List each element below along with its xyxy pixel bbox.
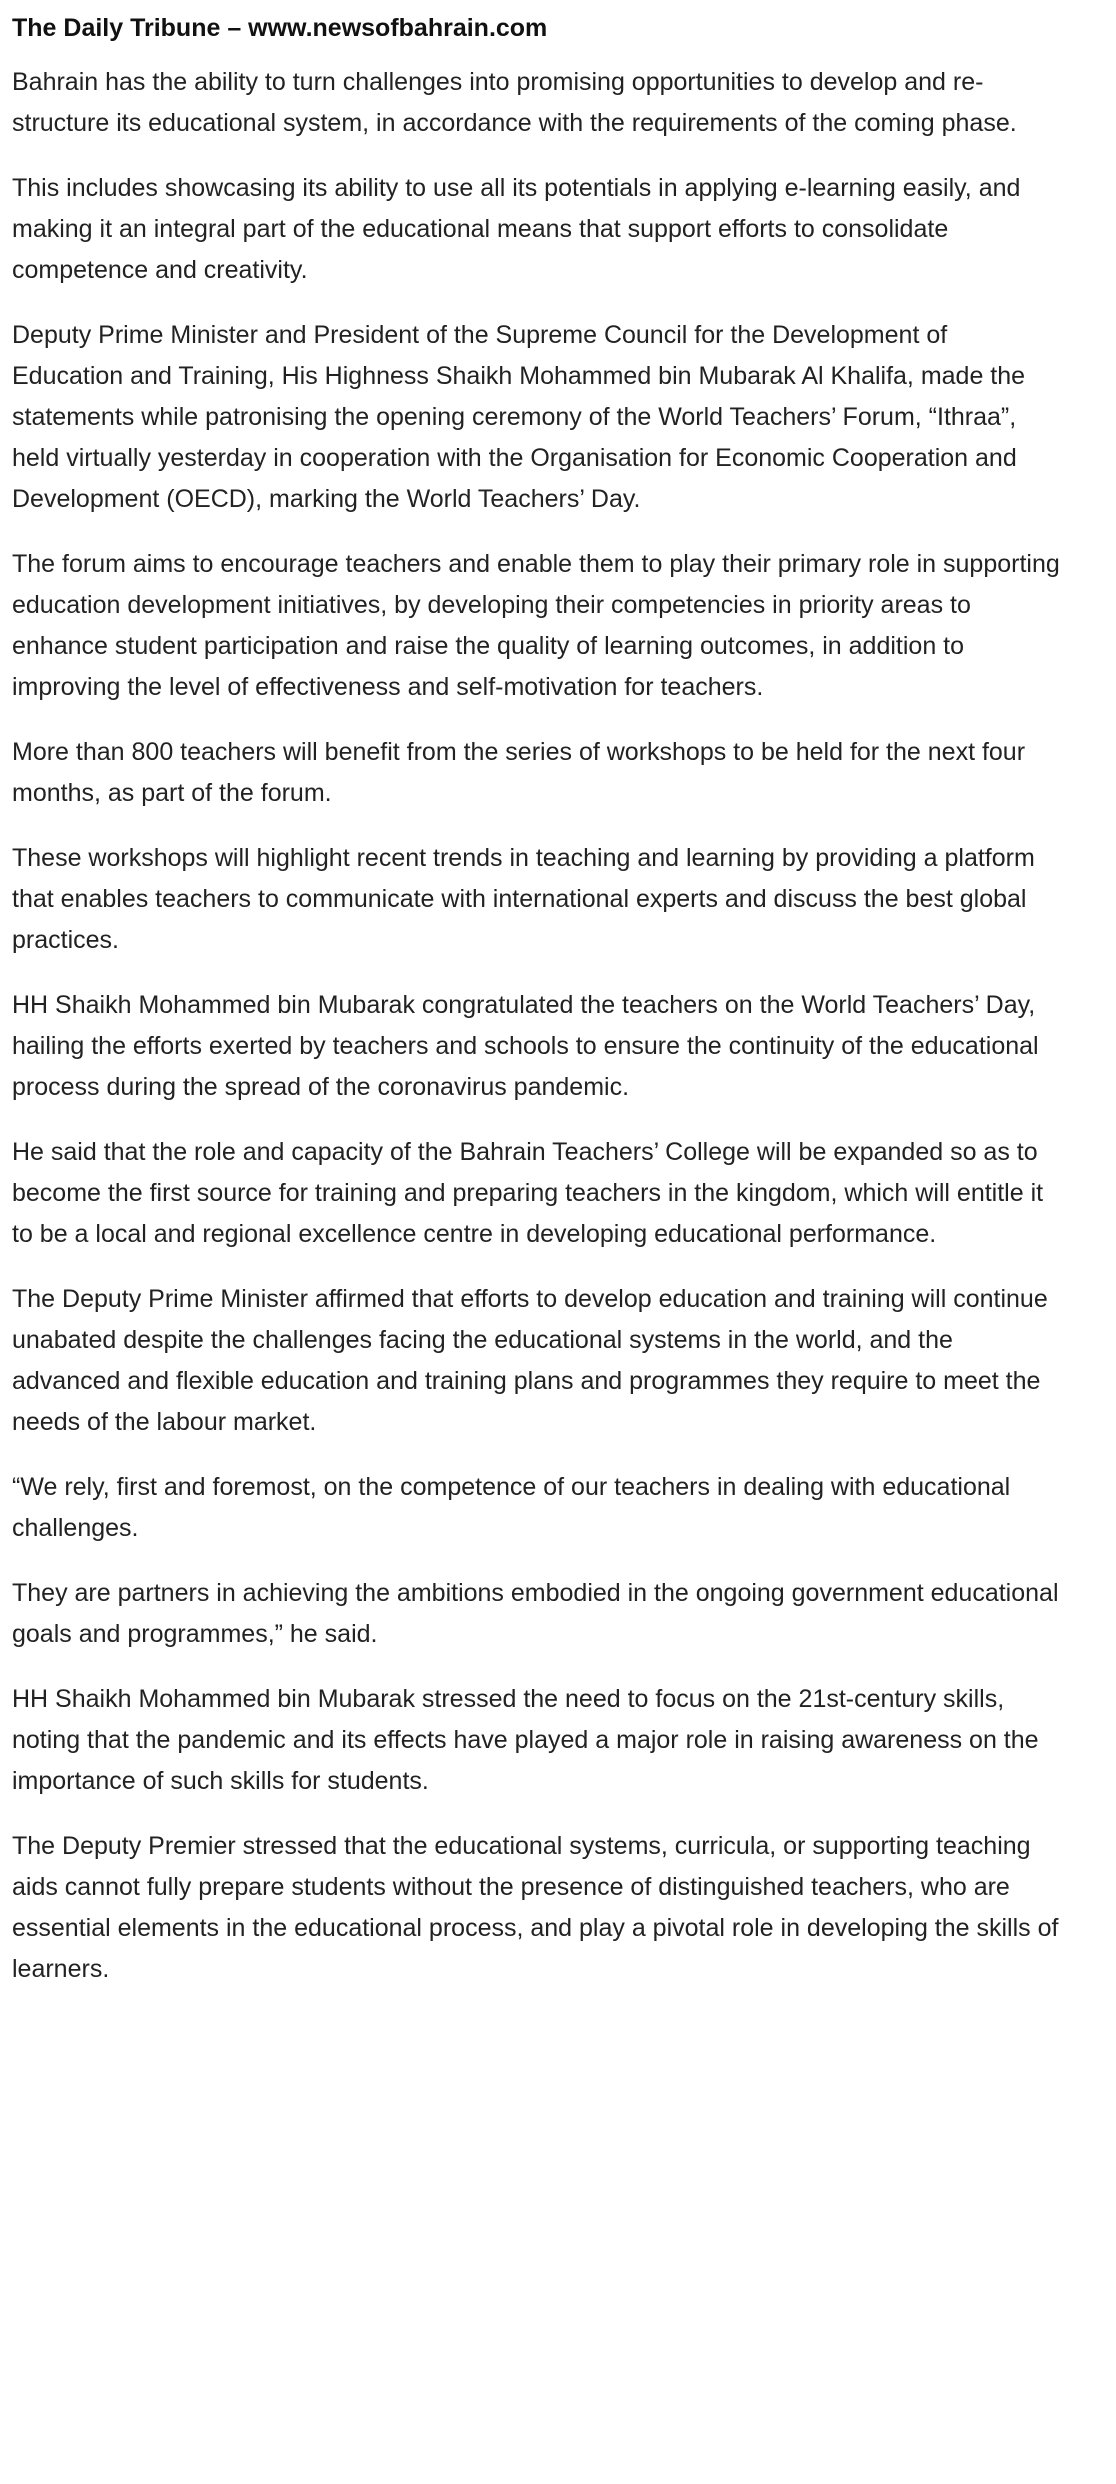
article-paragraph: Bahrain has the ability to turn challenges into promising opportunities to develop and re-structure its educational system, in accordance with the requirements of the coming phase. (12, 68, 1017, 137)
article-paragraph: This includes showcasing its ability to use all its potentials in applying e-learning easily, and making it an integral part of the educational means that support efforts to consolidate competence and creativity. (12, 174, 1021, 284)
article-paragraph: Deputy Prime Minister and President of the Supreme Council for the Development of Education and Training, His Highness Shaikh Mohammed bin Mubarak Al Khalifa, made the statements while patronising the opening ceremony of the World Teachers’ Forum, “Ithraa”, held virtually yesterday in cooperation with the Organisation for Economic Cooperation and Development (OECD), marking the World Teachers’ Day. (12, 321, 1026, 513)
article-paragraph: HH Shaikh Mohammed bin Mubarak stressed the need to focus on the 21st-century skills, noting that the pandemic and its effects have played a major role in raising awareness on the importance of such skills for students. (12, 1685, 1039, 1795)
article-paragraph: More than 800 teachers will benefit from the series of workshops to be held for the next four months, as part of the forum. (12, 738, 1026, 807)
article-paragraph: He said that the role and capacity of the Bahrain Teachers’ College will be expanded so as to become the first source for training and preparing teachers in the kingdom, which will entitle it to be a local and regional excellence centre in developing educational performance. (12, 1138, 1044, 1248)
article (12, 12, 1062, 2014)
article-source-headline: The Daily Tribune – www.newsofbahrain.com (12, 14, 548, 42)
article-paragraph: They are partners in achieving the ambitions embodied in the ongoing government educational goals and programmes,” he said. (12, 1579, 1059, 1648)
article-paragraph: The Deputy Prime Minister affirmed that efforts to develop education and training will continue unabated despite the challenges facing the educational systems in the world, and the advanced and flexible education and training plans and programmes they require to meet the needs of the labour market. (12, 1285, 1048, 1436)
article-paragraph: The Deputy Premier stressed that the educational systems, curricula, or supporting teaching aids cannot fully prepare students without the presence of distinguished teachers, who are essential elements in the educational process, and play a pivotal role in developing the skills of learners. (12, 1832, 1059, 1983)
article-paragraph: HH Shaikh Mohammed bin Mubarak congratulated the teachers on the World Teachers’ Day, hailing the efforts exerted by teachers and schools to ensure the continuity of the educational process during the spread of the coronavirus pandemic. (12, 991, 1039, 1101)
article-paragraph: The forum aims to encourage teachers and enable them to play their primary role in supporting education development initiatives, by developing their competencies in priority areas to enhance student participation and raise the quality of learning outcomes, in addition to improving the level of effectiveness and self-motivation for teachers. (12, 550, 1060, 701)
article-paragraph: “We rely, first and foremost, on the competence of our teachers in dealing with educational challenges. (12, 1473, 1011, 1542)
article-paragraph: These workshops will highlight recent trends in teaching and learning by providing a platform that enables teachers to communicate with international experts and discuss the best global practices. (12, 844, 1035, 954)
